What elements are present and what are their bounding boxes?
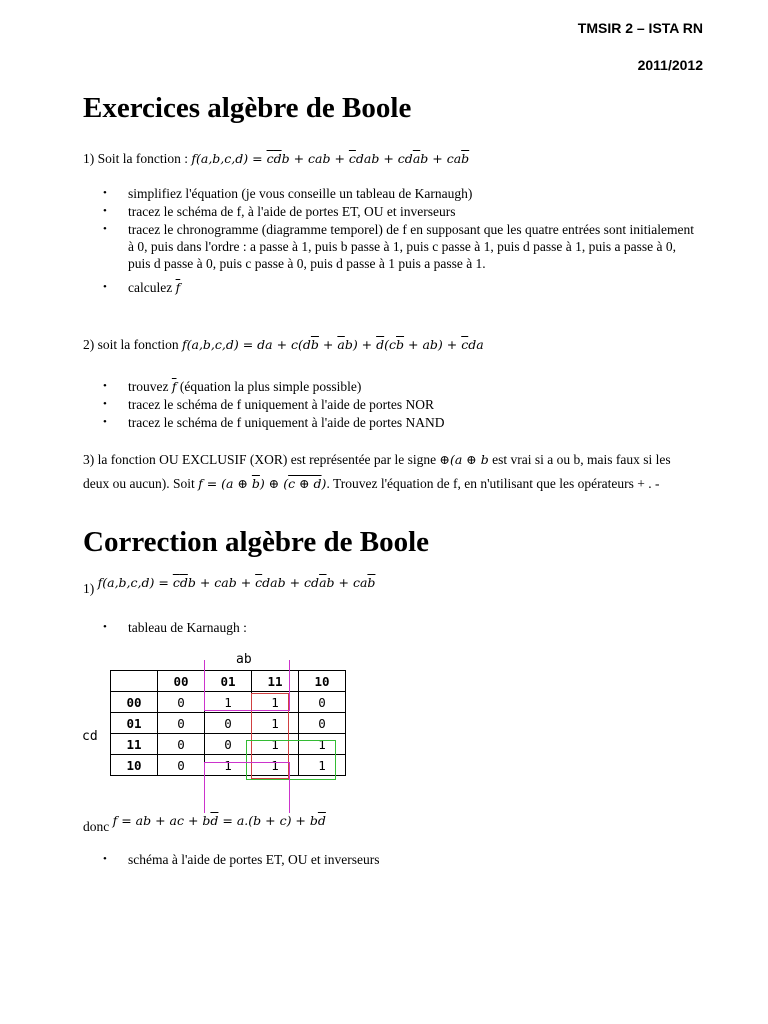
karnaugh-row-header: 00 [111,692,158,713]
donc-line [83,813,326,835]
schema-item: • schéma à l'aide de portes ET, OU et inverseurs [100,851,700,868]
q2-item-find-note: (équation la plus simple possible) [179,379,362,394]
q3-paragraph [83,448,693,496]
karnaugh-col-var: ab [236,652,252,667]
q1-item-simplify: • simplifiez l'équation (je vous conseille un tableau de Karnaugh) [100,185,700,202]
q1-intro [83,150,469,167]
karnaugh-row [111,755,346,776]
karnaugh-row-header: 11 [111,734,158,755]
corr-q1-equation: $f(a,b,c,d) = \overline{c}\overline{d}b$ + cab + $\overline{c}dab + cd\overline{a}b + ca\overline{b}$ [97,575,376,590]
corr-list-2 [100,851,700,869]
simplified-equation: f = ab + ac + $b\overline{d} = a.(b + c) + b\overline{d}$ [112,813,326,828]
karnaugh-corner [111,671,158,692]
karnaugh-row-header: 01 [111,713,158,734]
karnaugh-cell: 1 [299,755,346,776]
header-course: TMSIR 2 – ISTA RN [577,20,703,36]
karnaugh-table [110,670,346,776]
karnaugh-col-header: 01 [205,671,252,692]
karnaugh-cell: 0 [158,692,205,713]
exercises-title: Exercices algèbre de Boole [83,92,412,124]
q2-equation: f(a,b,c,d) = da + $c(d\overline{b} + \overline{a}b) + \overline{d}(c\overline{b} + ab) + \overline{c}da$ [181,337,484,352]
karnaugh-cell: 1 [299,734,346,755]
karnaugh-col-header: 00 [158,671,205,692]
karnaugh-cell: 0 [205,713,252,734]
karnaugh-cell: 0 [158,734,205,755]
xor-symbol: ⊕(a ⊕ b [439,452,489,467]
donc-label: donc [83,819,110,834]
karnaugh-cell: 1 [205,692,252,713]
karnaugh-cell: 0 [158,713,205,734]
q2-item-nand: • tracez le schéma de f uniquement à l'aide de portes NAND [100,414,700,431]
header-year: 2011/2012 [637,57,703,73]
karnaugh-row [111,713,346,734]
karnaugh-item: • tableau de Karnaugh : [100,619,700,636]
q3-text-2: est vrai si a ou b, mais faux si les deux ou aucun). Soit [83,452,671,491]
q1-item-schema: • tracez le schéma de f, à l'aide de portes ET, OU et inverseurs [100,203,700,220]
q2-intro [83,336,484,353]
karnaugh-cell: 0 [299,692,346,713]
karnaugh-cell: 0 [205,734,252,755]
q1-item-calc [100,279,700,296]
q1-equation: $f(a,b,c,d) = \overline{c}\overline{d}b$ + cab + $\overline{c}dab + cd\overline{a}b + ca\overline{b}$ [191,151,470,166]
karnaugh-row [111,692,346,713]
q3-equation: f = (a ⊕ $\overline{b}$) ⊕ (c ⊕ d) [198,476,327,491]
q2-item-nor: • tracez le schéma de f uniquement à l'aide de portes NOR [100,396,700,413]
q2-item-find [100,378,700,395]
corr-list-1 [100,619,700,637]
karnaugh-cell: 1 [252,692,299,713]
karnaugh-row-var: cd [82,729,98,744]
karnaugh-row [111,734,346,755]
fbar-symbol: $\overline{f}$ [175,280,181,295]
q1-item-chrono: • tracez le chronogramme (diagramme temporel) de f en supposant que les quatre entrées sont initialement à 0, puis dans l'ordre : a passe à 1, puis b passe à 1, puis c passe à 1, puis d passe à 1, puis a passe à 0, puis d passe à 0, puis c passe à 0, puis d passe à 1 puis a passe à 1. [100,221,700,272]
correction-title: Correction algèbre de Boole [83,526,430,558]
karnaugh-cell: 1 [252,713,299,734]
karnaugh-col-header: 11 [252,671,299,692]
q2-item-find-text: trouvez [128,379,169,394]
karnaugh-cell: 0 [299,713,346,734]
karnaugh-cell: 1 [252,734,299,755]
q3-text-3: . Trouvez l'équation de f, en n'utilisant que les opérateurs + . - [326,476,660,491]
q1-list [100,185,700,297]
fbar-symbol: $\overline{f}$ [171,379,177,394]
corr-q1 [83,575,376,597]
corr-q1-label: 1) [83,581,95,596]
q1-item-calc-text: calculez [128,280,173,295]
karnaugh-cell: 0 [158,755,205,776]
q2-intro-text: 2) soit la fonction [83,337,179,352]
karnaugh-col-header: 10 [299,671,346,692]
karnaugh-row-header: 10 [111,755,158,776]
q2-list [100,378,700,432]
karnaugh-cell: 1 [205,755,252,776]
q1-intro-text: 1) Soit la fonction : [83,151,188,166]
q3-text-1: 3) la fonction OU EXCLUSIF (XOR) est représentée par le signe [83,452,437,467]
karnaugh-cell: 1 [252,755,299,776]
karnaugh-header-row [111,671,346,692]
